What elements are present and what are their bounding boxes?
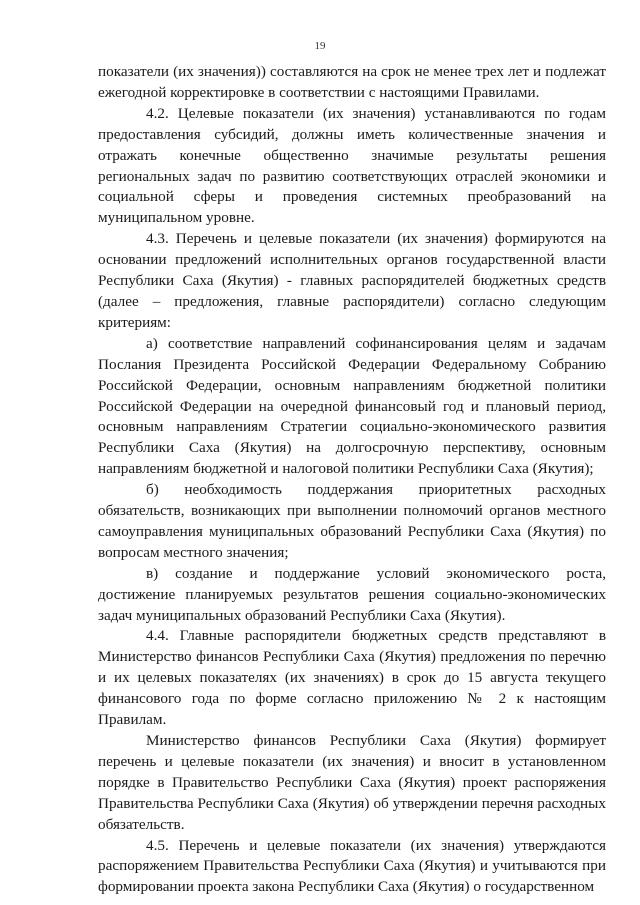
body-text bbox=[98, 62, 606, 898]
criterion-a: а) соответствие направлений софинансирования целям и задачам Послания Президента Российской Федерации Федеральному Собранию Российской Федерации, основным направлениям бюджетной политики Российской Федерации на очередной финансовый год и плановый период, основным направлениям Стратегии социально-экономического развития Республики Саха (Якутия) на долгосрочную перспективу, основным направлениям бюджетной и налоговой политики Республики Саха (Якутия); bbox=[98, 334, 606, 478]
paragraph-4-5: 4.5. Перечень и целевые показатели (их значения) утверждаются распоряжением Правительства Республики Саха (Якутия) и учитываются при формировании проекта закона Республики Саха (Якутия) о государственном bbox=[98, 836, 606, 896]
paragraph-4-2: 4.2. Целевые показатели (их значения) устанавливаются по годам предоставления субсидий, должны иметь количественные значения и отражать конечные общественно значимые результаты решения региональных задач по развитию соответствующих отраслей экономики и социальной сферы и проведения системных преобразований на муниципальном уровне. bbox=[98, 104, 606, 227]
criterion-b: б) необходимость поддержания приоритетных расходных обязательств, возникающих при выполнении полномочий органов местного самоуправления муниципальных образований Республики Саха (Якутия) по вопросам местного значения; bbox=[98, 481, 606, 561]
criterion-v: в) создание и поддержание условий экономического роста, достижение планируемых результатов решения социально-экономических задач муниципальных образований Республики Саха (Якутия). bbox=[98, 564, 606, 624]
paragraph-continuation: показатели (их значения)) составляются на срок не менее трех лет и подлежат ежегодной корректировке в соответствии с настоящими Правилами. bbox=[98, 63, 606, 101]
paragraph-4-3: 4.3. Перечень и целевые показатели (их значения) формируются на основании предложений исполнительных органов государственной власти Республики Саха (Якутия) - главных распорядителей бюджетных средств (далее – предложения, главные распорядители) согласно следующим критериям: bbox=[98, 230, 606, 331]
page-number: 19 bbox=[314, 40, 326, 52]
paragraph-ministry: Министерство финансов Республики Саха (Якутия) формирует перечень и целевые показатели (их значения) и вносит в установленном порядке в Правительство Республики Саха (Якутия) проект распоряжения Правительства Республики Саха (Якутия) об утверждении перечня расходных обязательств. bbox=[98, 732, 606, 833]
paragraph-4-4: 4.4. Главные распорядители бюджетных средств представляют в Министерство финансов Республики Саха (Якутия) предложения по перечню и их целевых показателях (их значениях) в срок до 15 августа текущего финансового года по форме согласно приложению № 2 к настоящим Правилам. bbox=[98, 627, 606, 729]
